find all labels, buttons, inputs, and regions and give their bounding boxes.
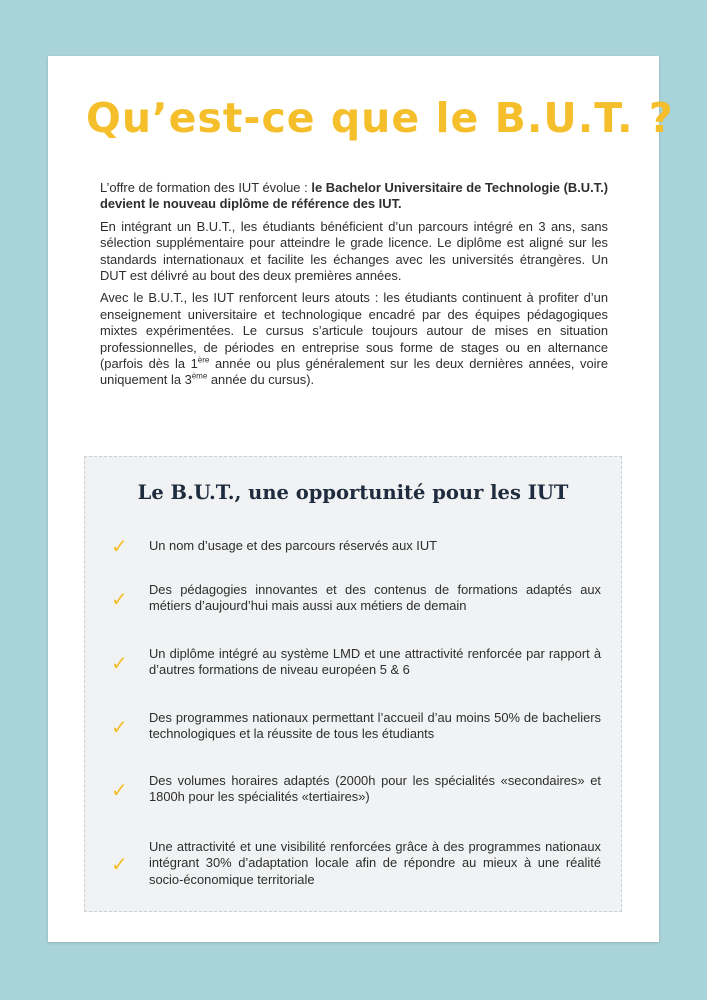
intro-p3-sup-2: ème: [191, 372, 208, 382]
check-icon: ✓: [111, 778, 128, 802]
intro-p3-part-b: année ou plus généralement sur les deux dernières années, voire uniquement la 3: [100, 356, 608, 388]
list-item-text: Un diplôme intégré au système LMD et une attractivité renforcée par rapport à d’autres formations de niveau européen 5 & 6: [149, 646, 601, 678]
document-page: [48, 56, 674, 942]
intro-paragraph-3: [100, 290, 608, 388]
intro-p1-bold: le Bachelor Universitaire de Technologie (B.U.T.) devient le nouveau diplôme de référence des IUT.: [100, 180, 608, 212]
list-item: [85, 710, 621, 744]
intro-text: [100, 180, 608, 395]
intro-paragraph-1: [100, 180, 608, 213]
list-item-text: Un nom d’usage et des parcours réservés aux IUT: [149, 538, 438, 553]
check-icon: ✓: [111, 587, 128, 611]
opportunity-box: [84, 456, 622, 912]
intro-p3-part-c: année du cursus).: [207, 372, 315, 388]
list-item: [85, 582, 621, 616]
check-icon: ✓: [111, 534, 128, 558]
intro-p3-part-a: Avec le B.U.T., les IUT renforcent leurs atouts : les étudiants continuent à profiter d’un enseignement universitaire et technologique encadré par des équipes pédagogiques mixtes expérimentées. Le cursus s’articule toujours autour de mises en situation professionnelles, de périodes en entreprise sous forme de stages ou en alternance (parfois dès la 1: [100, 290, 608, 372]
list-item-text: Des pédagogies innovantes et des contenus de formations adaptés aux métiers d’aujourd’hui mais aussi aux métiers de demain: [149, 582, 601, 614]
intro-paragraph-2: En intégrant un B.U.T., les étudiants bénéficient d’un parcours intégré en 3 ans, sans sélection supplémentaire pour atteindre le grade licence. Le diplôme est aligné sur les standards internationaux et facilite les échanges avec les universités étrangères. Un DUT est délivré au bout des deux premières années.: [100, 218, 608, 284]
intro-p1-text: L’offre de formation des IUT évolue :: [100, 180, 312, 195]
intro-p3-sup-1: ère: [197, 355, 210, 365]
check-icon: ✓: [111, 715, 128, 739]
list-item: [85, 773, 621, 807]
opportunity-list: [85, 457, 621, 911]
list-item-text: Des volumes horaires adaptés (2000h pour les spécialités «secondaires» et 1800h pour les spécialités «tertiaires»): [149, 773, 601, 805]
list-item: [85, 646, 621, 680]
box-title: Le B.U.T., une opportunité pour les IUT: [137, 481, 569, 504]
list-item: [85, 535, 621, 557]
check-icon: ✓: [111, 651, 128, 675]
page-title: Qu’est-ce que le B.U.T. ?: [86, 94, 674, 142]
list-item: [85, 839, 621, 889]
list-item-text: Une attractivité et une visibilité renforcées grâce à des programmes nationaux intégrant 30% d’adaptation locale afin de répondre au mieux à une réalité socio-économique territoriale: [149, 839, 601, 887]
check-icon: ✓: [111, 852, 128, 876]
list-item-text: Des programmes nationaux permettant l’accueil d’au moins 50% de bacheliers technologiques et la réussite de tous les étudiants: [149, 710, 601, 742]
